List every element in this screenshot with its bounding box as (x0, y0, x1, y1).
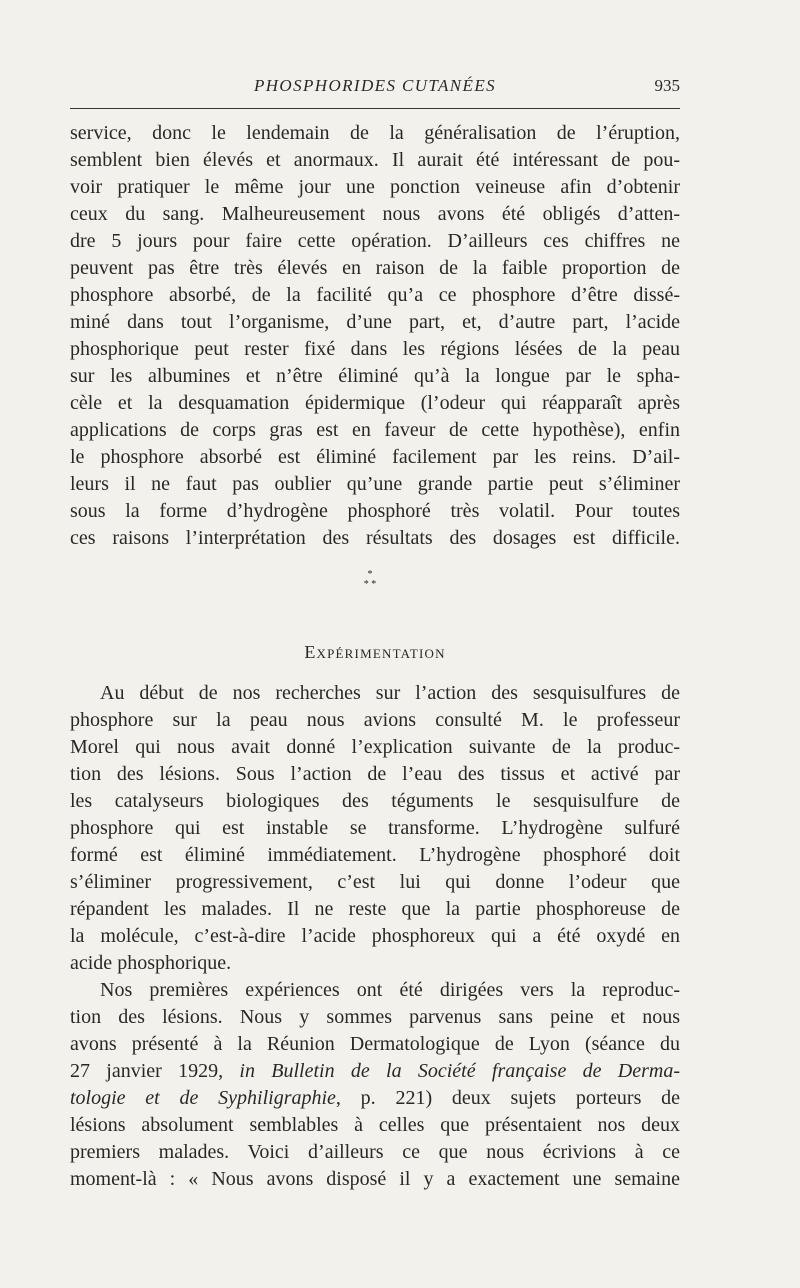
text-line: acide phosphorique. (70, 952, 232, 974)
citation-italic: in Bulletin de la Société française de Derma- (239, 1060, 680, 1082)
paragraph-2 (70, 680, 680, 977)
text-line: applications de corps gras est en faveur de cette hypothèse), enfin (70, 419, 680, 441)
text-line: s’éliminer progressivement, c’est lui qui donne l’odeur que (70, 871, 680, 893)
text-line: répandent les malades. Il ne reste que la partie phosphoreuse de (70, 898, 680, 920)
text-line: tion des lésions. Sous l’action de l’eau des tissus et activé par (70, 763, 680, 785)
text-line: phosphore qui est instable se transforme. L’hydrogène sulfuré (70, 817, 680, 839)
text-line: sur les albumines et n’être éliminé qu’à la longue par le spha- (70, 365, 680, 387)
page-header (70, 76, 680, 100)
text-line: voir pratiquer le même jour une ponction veineuse afin d’obtenir (70, 176, 680, 198)
text-line: leurs il ne faut pas oublier qu’une grande partie peut s’éliminer (70, 473, 680, 495)
asterism-separator (70, 552, 680, 608)
text-line: phosphore absorbé, de la facilité qu’a ce phosphore d’être dissé- (70, 284, 680, 306)
text-line: service, donc le lendemain de la généralisation de l’éruption, (70, 122, 680, 144)
text-line: tion des lésions. Nous y sommes parvenus sans peine et nous (70, 1006, 680, 1028)
header-rule (70, 108, 680, 109)
text-line: semblent bien élevés et anormaux. Il aurait été intéressant de pou- (70, 149, 680, 171)
section-title: Expérimentation (304, 642, 446, 662)
text-line-with-citation (70, 1058, 680, 1085)
text-line: phosphore sur la peau nous avions consulté M. le professeur (70, 709, 680, 731)
text-line: le phosphore absorbé est éliminé facilement par les reins. D’ail- (70, 446, 680, 468)
text-line: moment-là : « Nous avons disposé il y a exactement une semaine (70, 1168, 680, 1190)
text-line: Morel qui nous avait donné l’explication suivante de la produc- (70, 736, 680, 758)
running-title: PHOSPHORIDES CUTANÉES (253, 76, 497, 95)
text-line: la molécule, c’est-à-dire l’acide phosphoreux qui a été oxydé en (70, 925, 680, 947)
text-line: phosphorique peut rester fixé dans les régions lésées de la peau (70, 338, 680, 360)
citation-italic: tologie et de Syphiligraphie (70, 1087, 336, 1109)
text-line: ceux du sang. Malheureusement nous avons été obligés d’atten- (70, 203, 680, 225)
text-line: formé est éliminé immédiatement. L’hydrogène phosphoré doit (70, 844, 680, 866)
text-line: lésions absolument semblables à celles que présentaient nos deux (70, 1114, 680, 1136)
text-line-with-citation (70, 1085, 680, 1112)
asterism-bottom: * * (363, 579, 377, 590)
page-body (70, 120, 680, 1193)
text-line: les catalyseurs biologiques des téguments le sesquisulfure de (70, 790, 680, 812)
paragraph-1 (70, 120, 680, 552)
text-line: sous la forme d’hydrogène phosphoré très volatil. Pour toutes (70, 500, 680, 522)
text-line: avons présenté à la Réunion Dermatologique de Lyon (séance du (70, 1033, 680, 1055)
text-line: peuvent pas être très élevés en raison de la faible proportion de (70, 257, 680, 279)
asterism-top: * (367, 569, 373, 580)
citation-date: 27 janvier 1929, (70, 1060, 240, 1082)
text-line: dre 5 jours pour faire cette opération. D’ailleurs ces chiffres ne (70, 230, 680, 252)
citation-tail: , p. 221) deux sujets porteurs de (335, 1087, 680, 1109)
text-line: premiers malades. Voici d’ailleurs ce que nous écrivions à ce (70, 1141, 680, 1163)
text-line: miné dans tout l’organisme, d’une part, et, d’autre part, l’acide (70, 311, 680, 333)
text-line: cèle et la desquamation épidermique (l’odeur qui réapparaît après (70, 392, 680, 414)
text-line: Au début de nos recherches sur l’action des sesquisulfures de (100, 682, 680, 704)
paragraph-3 (70, 977, 680, 1193)
page-number: 935 (654, 76, 680, 95)
text-line: Nos premières expériences ont été dirigées vers la reproduc- (100, 979, 680, 1001)
asterism (355, 570, 385, 598)
text-line: ces raisons l’interprétation des résultats des dosages est difficile. (70, 527, 680, 549)
